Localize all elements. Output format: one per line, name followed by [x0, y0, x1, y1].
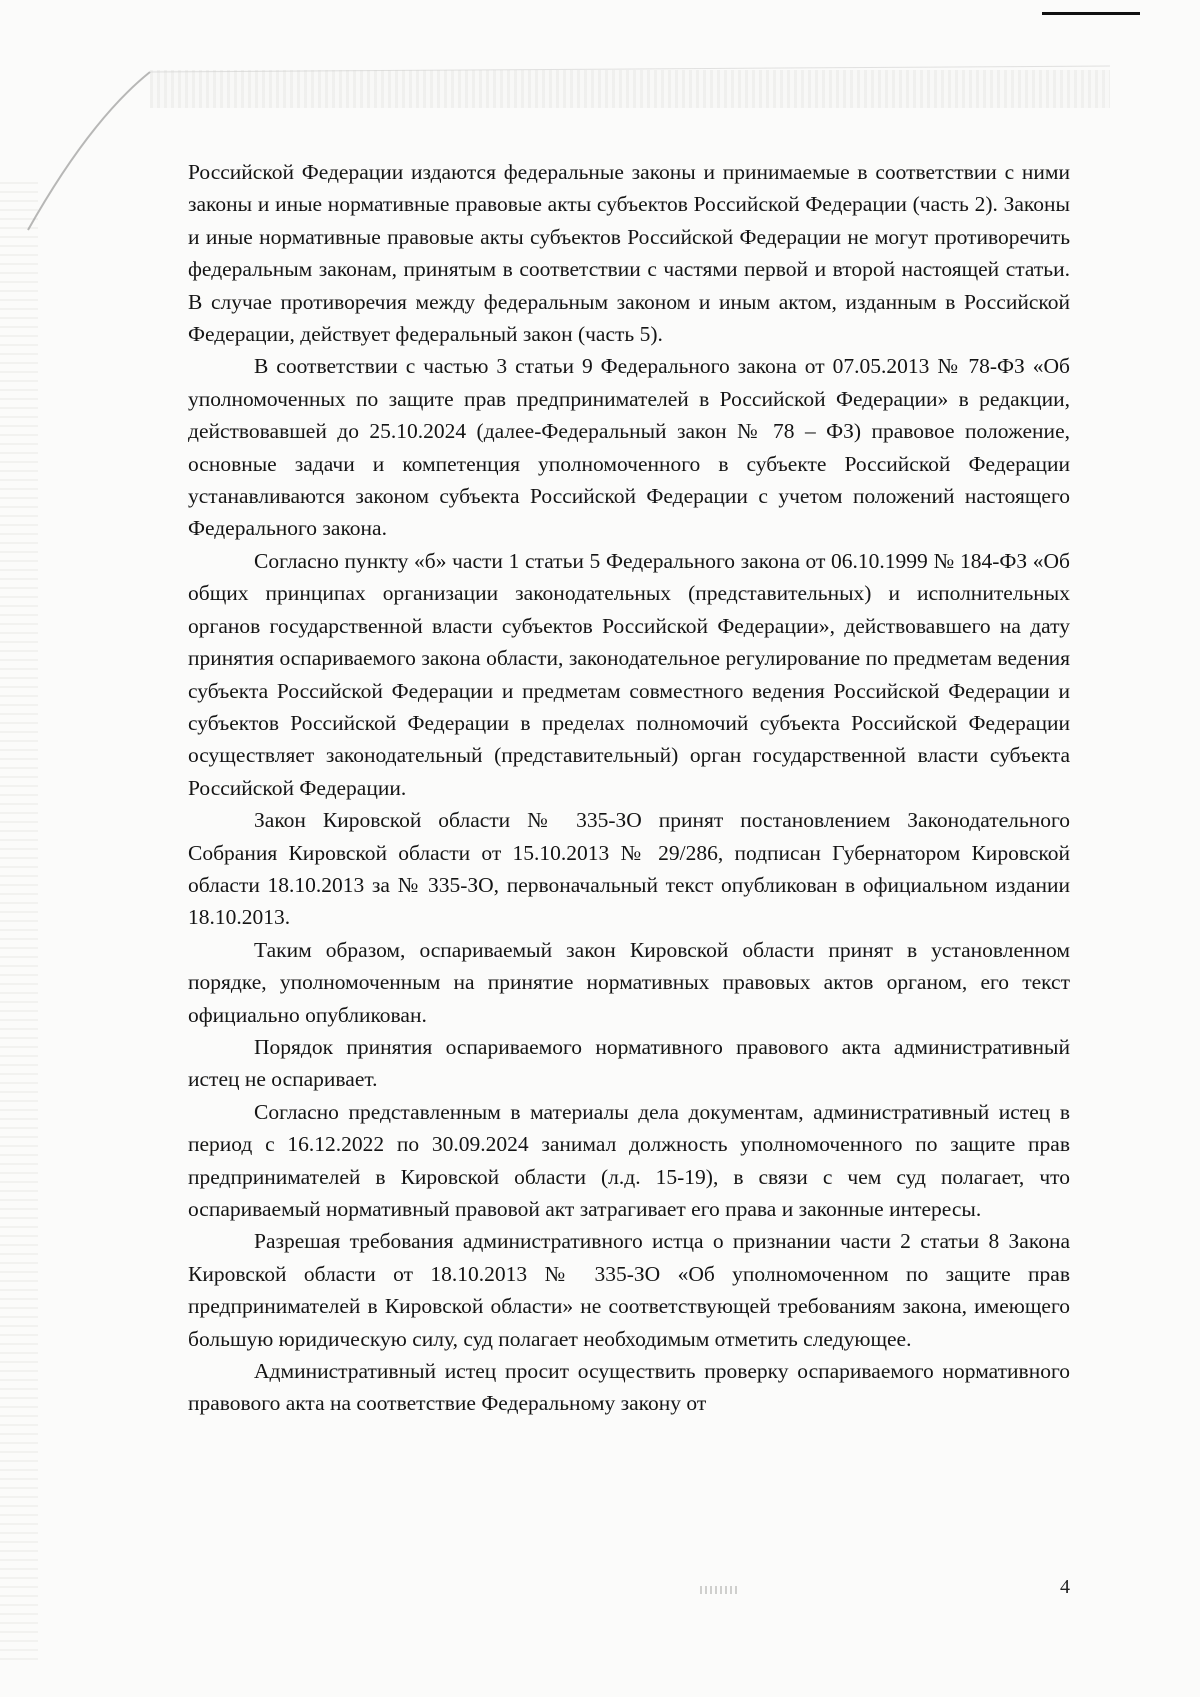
paragraph-9: Административный истец просит осуществить проверку оспариваемого нормативного правового акта на соответствие Федеральному закону от	[188, 1359, 1070, 1416]
paragraph-5: Таким образом, оспариваемый закон Кировской области принят в установленном порядке, уполномоченным на принятие нормативных правовых актов органом, его текст официально опубликован.	[188, 937, 1070, 1027]
paragraph-8: Разрешая требования административного истца о признании части 2 статьи 8 Закона Кировской области от 18.10.2013 № 335-ЗО «Об уполномоченном по защите прав предпринимателей в Кировской области» не соответствующей требованиям закона, имеющего большую юридическую силу, суд полагает необходимым отметить следующее.	[188, 1229, 1070, 1351]
paragraph-1: Российской Федерации издаются федеральные законы и принимаемые в соответствии с ними законы и иные нормативные правовые акты субъектов Российской Федерации (часть 2). Законы и иные нормативные правовые акты субъектов Российской Федерации не могут противоречить федеральным законам, принятым в соответствии с частями первой и второй настоящей статьи. В случае противоречия между федеральным законом и иным актом, изданным в Российской Федерации, действует федеральный закон (часть 5).	[188, 160, 1070, 347]
paragraph-3: Согласно пункту «б» части 1 статьи 5 Федерального закона от 06.10.1999 № 184-ФЗ «Об общих принципах организации законодательных (представительных) и исполнительных органов государственной власти субъектов Российской Федерации», действовавшего на дату принятия оспариваемого закона области, законодательное регулирование по предметам ведения субъекта Российской Федерации и предметам совместного ведения Российской Федерации и субъектов Российской Федерации в пределах полномочий субъекта Российской Федерации осуществляет законодательный (представительный) орган государственной власти субъекта Российской Федерации.	[188, 548, 1070, 800]
document-body	[188, 156, 1070, 1420]
scan-artifact-band	[150, 70, 1110, 108]
scan-smudge	[700, 1586, 740, 1594]
top-edge-mark	[1042, 12, 1140, 15]
scan-edge-noise	[0, 180, 38, 1660]
paragraph-7: Согласно представленным в материалы дела документам, административный истец в период с 16.12.2022 по 30.09.2024 занимал должность уполномоченного по защите прав предпринимателей в Кировской области (л.д. 15-19), в связи с чем суд полагает, что оспариваемый нормативный правовой акт затрагивает его права и законные интересы.	[188, 1099, 1070, 1221]
paragraph-6: Порядок принятия оспариваемого нормативного правового акта административный истец не оспаривает.	[188, 1034, 1070, 1092]
paragraph-2: В соответствии с частью 3 статьи 9 Федерального закона от 07.05.2013 № 78-ФЗ «Об уполномоченных по защите прав предпринимателей в Российской Федерации» в редакции, действовавшей до 25.10.2024 (далее-Федеральный закон № 78 – ФЗ) правовое положение, основные задачи и компетенция уполномоченного в субъекте Российской Федерации устанавливаются законом субъекта Российской Федерации с учетом положений настоящего Федерального закона.	[188, 354, 1070, 541]
page-number: 4	[1060, 1576, 1070, 1598]
paragraph-4: Закон Кировской области № 335-ЗО принят постановлением Законодательного Собрания Кировской области от 15.10.2013 № 29/286, подписан Губернатором Кировской области 18.10.2013 за № 335-ЗО, первоначальный текст опубликован в официальном издании 18.10.2013.	[188, 808, 1070, 930]
